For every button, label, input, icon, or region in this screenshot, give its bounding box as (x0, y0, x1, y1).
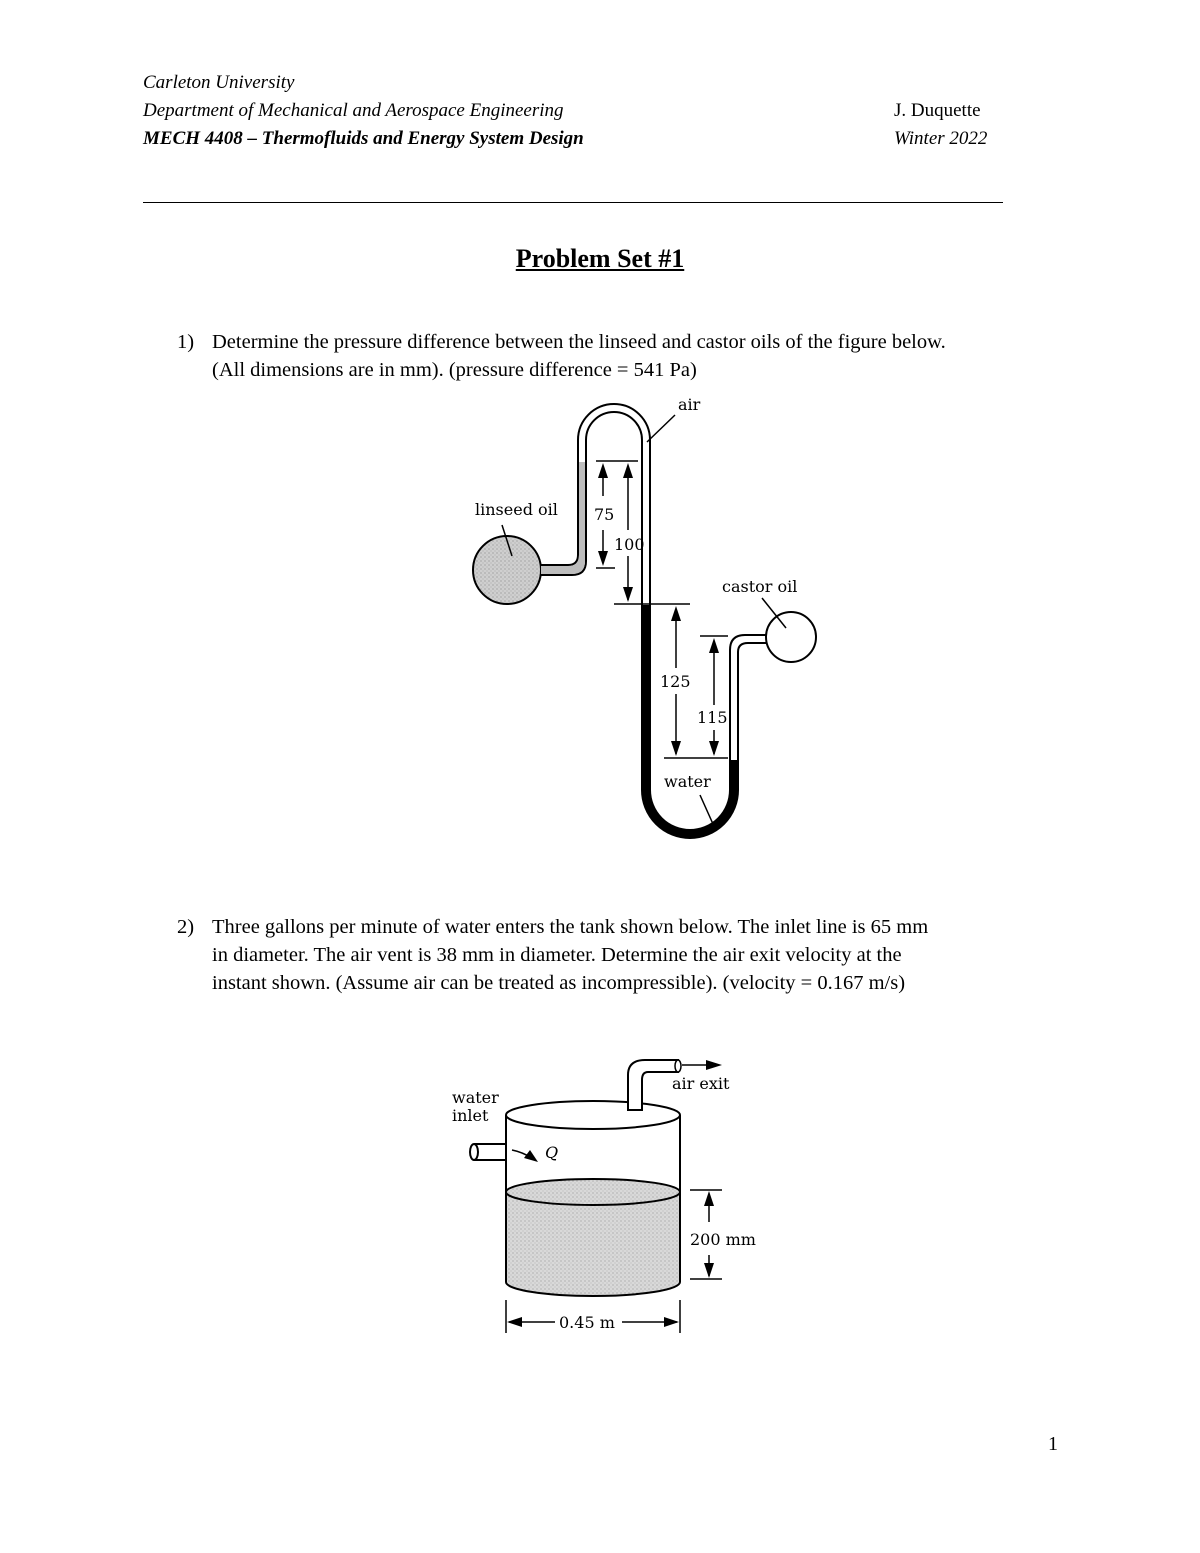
label-linseed: linseed oil (475, 500, 558, 519)
header-department: Department of Mechanical and Aerospace Engineering (143, 100, 564, 121)
linseed-bulb (473, 536, 541, 604)
header-course: MECH 4408 – Thermofluids and Energy System Design (143, 128, 584, 149)
problem-2-line-2: in diameter. The air vent is 38 mm in diameter. Determine the air exit velocity at the (212, 944, 902, 966)
problem-2-number: 2) (177, 916, 195, 938)
problem-1-line-1: Determine the pressure difference between the linseed and castor oils of the figure below. (212, 331, 946, 353)
dim-115: 115 (697, 708, 728, 727)
header-university: Carleton University (143, 72, 295, 93)
problem-2-line-1: Three gallons per minute of water enters the tank shown below. The inlet line is 65 mm (212, 916, 929, 938)
label-q: Q (545, 1143, 559, 1162)
header-divider (143, 202, 1003, 203)
problem-1-text (212, 328, 1072, 384)
problem-2-text (212, 913, 1072, 997)
label-water-inlet-2: inlet (452, 1106, 489, 1125)
air-vent (628, 1060, 678, 1110)
label-air: air (678, 395, 701, 414)
dim-045m: 0.45 m (559, 1313, 615, 1332)
castor-bulb (766, 612, 816, 662)
page-title: Problem Set #1 (515, 244, 685, 273)
tank-figure (440, 1045, 770, 1345)
dim-125: 125 (660, 672, 691, 691)
label-air-exit: air exit (672, 1074, 730, 1093)
problem-1-line-2: (All dimensions are in mm). (pressure difference = 541 Pa) (212, 359, 697, 381)
problem-2-line-3: instant shown. (Assume air can be treated as incompressible). (velocity = 0.167 m/s) (212, 972, 906, 994)
header-term: Winter 2022 (894, 128, 988, 149)
tank-top (506, 1101, 680, 1129)
dim-100: 100 (614, 535, 645, 554)
header-instructor: J. Duquette (894, 100, 981, 121)
problem-1-number: 1) (177, 331, 195, 353)
manometer-figure (460, 390, 840, 860)
dim-200mm: 200 mm (690, 1230, 756, 1249)
label-castor: castor oil (722, 577, 798, 596)
label-water-inlet-1: water (452, 1088, 499, 1107)
dim-75: 75 (594, 505, 615, 524)
page-number: 1 (1048, 1433, 1058, 1455)
label-water: water (664, 772, 711, 791)
